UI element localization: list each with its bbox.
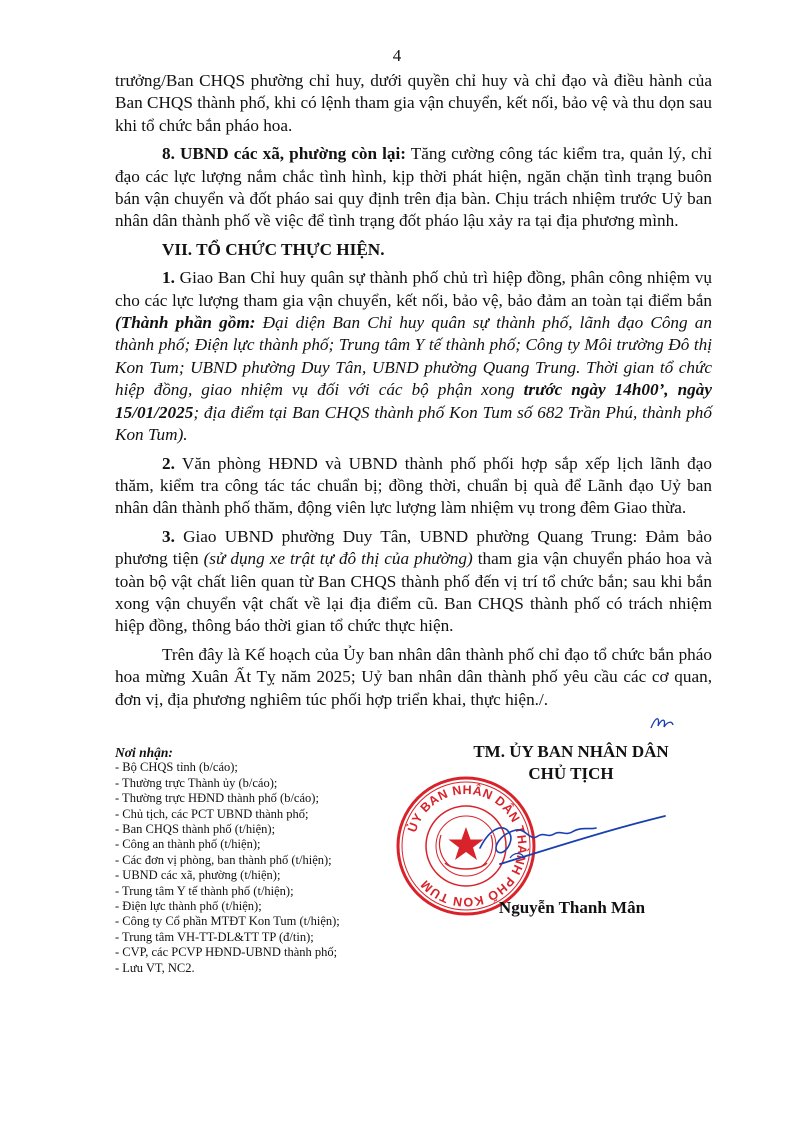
handwritten-signature	[470, 808, 670, 878]
paragraph-task-3	[115, 526, 712, 638]
paragraph-task-1	[115, 267, 712, 446]
recipients-title: Nơi nhận:	[115, 745, 173, 760]
recipient-item: - Công an thành phố (t/hiện);	[115, 837, 261, 852]
task-3-text-a: Giao UBND phường Duy Tân, UBND phường Quang Trung: Đảm bảo phương tiện	[115, 526, 712, 569]
task-2-number: 2.	[162, 453, 175, 473]
task-1-number: 1.	[162, 268, 175, 288]
item-8-heading: 8. UBND các xã, phường còn lại:	[162, 144, 406, 164]
recipient-item: - Thường trực Thành ủy (b/cáo);	[115, 775, 278, 790]
recipient-item: - Ban CHQS thành phố (t/hiện);	[115, 822, 276, 837]
page-number: 4	[392, 46, 402, 65]
recipients-items	[115, 760, 415, 976]
task-3-vehicle-note: (sử dụng xe trật tự đô thị của phường)	[203, 549, 473, 569]
task-2-text: Văn phòng HĐND và UBND thành phố phối hợp sắp xếp lịch lãnh đạo thăm, kiểm tra công tác tác chuẩn bị; đồng thời, chuẩn bị quà để Lãnh đạo Uỷ ban nhân dân thành phố thăm, động viên lực lượng làm nhiệm vụ trong đêm Giao thừa.	[115, 453, 712, 518]
closing-paragraph: Trên đây là Kế hoạch của Ủy ban nhân dân thành phố chỉ đạo tổ chức bắn pháo hoa mừng Xuân Ất Tỵ năm 2025; Uỷ ban nhân dân thành phố yêu cầu các cơ quan, đơn vị, địa phương nghiêm túc phối hợp triển khai, thực hiện./.	[115, 644, 712, 709]
initial-mark	[648, 712, 676, 734]
seal-text: ỦY BAN NHÂN DÂN THÀNH PHỐ KON TUM	[405, 782, 530, 910]
task-1-deadline: trước ngày 14h00’, ngày 15/01/2025	[115, 380, 712, 422]
recipients-list	[115, 745, 415, 976]
recipient-item: - Lưu VT, NC2.	[115, 960, 195, 975]
signature-title: CHỦ TỊCH	[528, 764, 614, 783]
section-heading: VII. TỔ CHỨC THỰC HIỆN.	[162, 239, 385, 259]
recipient-item: - Các đơn vị phòng, ban thành phố (t/hiện);	[115, 852, 332, 867]
task-1-text: Giao Ban Chỉ huy quân sự thành phố chủ trì hiệp đồng, phân công nhiệm vụ cho các lực lượng tham gia vận chuyển, kết nối, bảo vệ, bảo đảm an toàn tại điểm bắn	[115, 268, 712, 310]
paragraph-continuation: trưởng/Ban CHQS phường chỉ huy, dưới quyền chỉ huy và chỉ đạo và điều hành của Ban CHQS thành phố, khi có lệnh tham gia vận chuyển, kết nối, bảo vệ và thu dọn sau khi tổ chức bắn pháo hoa.	[115, 71, 712, 135]
task-1-composition-label: (Thành phần gồm:	[115, 313, 256, 333]
recipient-item: - Thường trực HĐND thành phố (b/cáo);	[115, 791, 319, 806]
recipient-item: - UBND các xã, phường (t/hiện);	[115, 868, 281, 883]
item-8-text: Tăng cường công tác kiểm tra, quản lý, chỉ đạo các lực lượng nắm chắc tình hình, kịp thời phát hiện, ngăn chặn tình trạng buôn bán vận chuyển và đốt pháo sai quy định trên địa bàn. Chịu trách nhiệm trước Uỷ ban nhân dân thành phố về việc để tình trạng đốt pháo lậu xảy ra tại địa phương mình.	[115, 144, 712, 231]
recipient-item: - CVP, các PCVP HĐND-UBND thành phố;	[115, 945, 338, 960]
recipient-item: - Bộ CHQS tỉnh (b/cáo);	[115, 760, 238, 775]
signature-org: TM. ỦY BAN NHÂN DÂN	[473, 742, 669, 761]
task-1-composition: Đại diện Ban Chỉ huy quân sự thành phố, lãnh đạo Công an thành phố; Điện lực thành phố; Trung tâm Y tế thành phố; Công ty Môi trường Đô thị Kon Tum; UBND phường Duy Tân, UBND phường Quang Trung. Thời gian tổ chức hiệp đồng, giao nhiệm vụ đối với các bộ phận xong	[115, 313, 712, 400]
task-3-number: 3.	[162, 526, 175, 546]
task-1-location: ; địa điểm tại Ban CHQS thành phố Kon Tum số 682 Trần Phú, thành phố Kon Tum).	[115, 402, 712, 445]
paragraph-item-8	[115, 143, 712, 233]
paragraph-task-2	[115, 453, 712, 520]
recipient-item: - Chủ tịch, các PCT UBND thành phố;	[115, 806, 309, 821]
recipient-item: - Công ty Cổ phần MTĐT Kon Tum (t/hiện);	[115, 914, 340, 929]
task-3-text-b: tham gia vận chuyển pháo hoa và toàn bộ vật chất liên quan từ Ban CHQS thành phố đến vị trí tổ chức bắn; sau khi bắn xong vận chuyển vật chất về lại địa điểm cũ. Ban CHQS thành phố có trách nhiệm hiệp đồng, thông báo thời gian tổ chức thực hiện.	[115, 549, 712, 636]
recipient-item: - Trung tâm VH-TT-DL&TT TP (đ/tin);	[115, 929, 314, 944]
recipient-item: - Trung tâm Y tế thành phố (t/hiện);	[115, 883, 294, 898]
signer-name: Nguyễn Thanh Mân	[498, 898, 646, 917]
document-body	[115, 70, 712, 717]
recipient-item: - Điện lực thành phố (t/hiện);	[115, 899, 262, 914]
